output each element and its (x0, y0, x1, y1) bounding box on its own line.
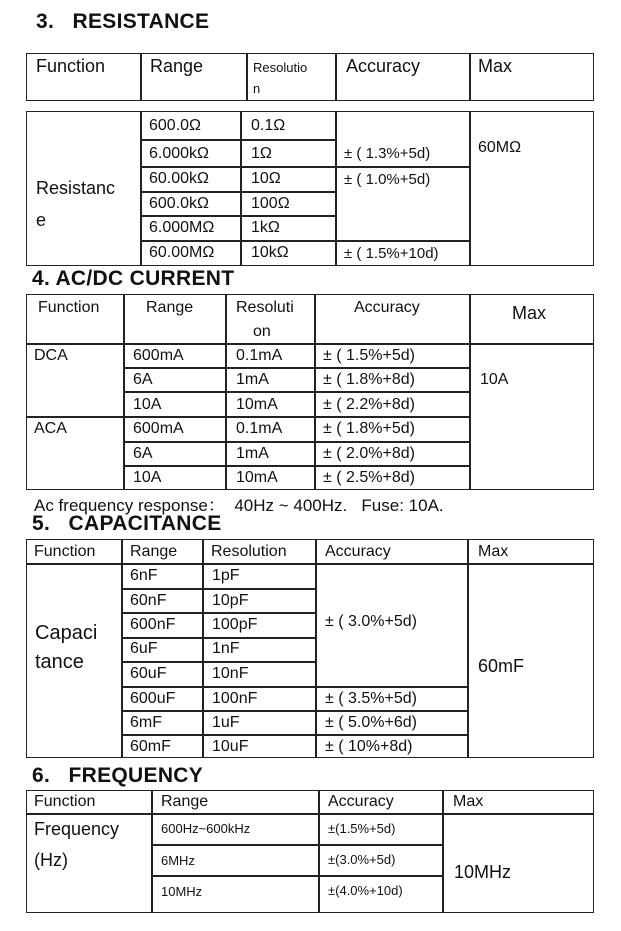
range-cell: 6MHz (161, 853, 195, 868)
accuracy-cell: ± ( 3.5%+5d) (325, 690, 417, 707)
resolution-cell: 100Ω (251, 195, 290, 212)
header-max: Max (453, 793, 484, 810)
header-range: Range (146, 299, 194, 316)
capacitance-heading: 5. CAPACITANCE (32, 512, 222, 535)
resolution-cell: 10Ω (251, 170, 281, 187)
header-function: Function (38, 299, 100, 316)
header-accuracy: Accuracy (354, 299, 420, 316)
range-cell: 10A (133, 396, 162, 413)
range-cell: 600nF (130, 616, 176, 633)
resolution-cell: 10nF (212, 665, 249, 682)
capacitance-function-cont: tance (35, 651, 84, 673)
frequency-function-cont: (Hz) (34, 850, 68, 870)
range-cell: 600mA (133, 347, 184, 364)
accuracy-cell: ± ( 1.3%+5d) (344, 145, 431, 162)
resolution-cell: 100nF (212, 690, 258, 707)
range-cell: 10A (133, 469, 162, 486)
resolution-cell: 0.1mA (236, 420, 283, 437)
accuracy-cell: ± ( 1.5%+10d) (344, 245, 439, 262)
header-accuracy: Accuracy (325, 543, 391, 560)
header-range: Range (150, 56, 204, 76)
accuracy-cell: ± ( 1.8%+8d) (323, 371, 415, 388)
resistance-heading: 3. RESISTANCE (36, 10, 210, 33)
dca-label: DCA (34, 347, 68, 364)
range-cell: 6.000kΩ (149, 145, 209, 162)
range-cell: 60uF (130, 665, 167, 682)
range-cell: 600.0Ω (149, 117, 201, 134)
resolution-cell: 1mA (236, 371, 269, 388)
frequency-response-note: Ac frequency response： 40Hz ~ 400Hz. Fuse: 10A. (34, 496, 444, 515)
header-function: Function (34, 543, 96, 560)
header-resolution: Resolution (211, 543, 287, 560)
header-function: Function (36, 56, 106, 76)
range-cell: 6.000MΩ (149, 219, 215, 236)
resolution-cell: 1pF (212, 567, 240, 584)
accuracy-cell: ± ( 1.0%+5d) (344, 171, 431, 188)
header-function: Function (34, 793, 96, 810)
resolution-cell: 0.1mA (236, 347, 283, 364)
current-heading: 4. AC/DC CURRENT (32, 267, 235, 290)
header-accuracy: Accuracy (346, 56, 421, 76)
range-cell: 6uF (130, 640, 158, 657)
resolution-cell: 1uF (212, 714, 240, 731)
range-cell: 600uF (130, 690, 176, 707)
resolution-cell: 1Ω (251, 145, 272, 162)
header-resolution-cont: n (253, 81, 261, 96)
accuracy-cell: ±(3.0%+5d) (328, 852, 396, 867)
range-cell: 6A (133, 445, 153, 462)
header-range: Range (161, 793, 209, 810)
resolution-cell: 10uF (212, 738, 249, 755)
header-accuracy: Accuracy (328, 793, 394, 810)
accuracy-cell: ± ( 2.5%+8d) (323, 469, 415, 486)
capacitance-function: Capaci (35, 622, 98, 644)
max-cell: 10MHz (454, 862, 512, 882)
max-cell: 60MΩ (478, 139, 522, 156)
resistance-function-cont: e (36, 210, 47, 230)
resolution-cell: 1kΩ (251, 219, 280, 236)
resolution-cell: 10kΩ (251, 244, 289, 261)
range-cell: 600.0kΩ (149, 195, 209, 212)
accuracy-cell: ±(1.5%+5d) (328, 821, 396, 836)
resolution-cell: 1mA (236, 445, 269, 462)
accuracy-cell: ± ( 3.0%+5d) (325, 613, 417, 630)
range-cell: 60mF (130, 738, 171, 755)
resolution-cell: 10pF (212, 592, 249, 609)
header-resolution: Resoluti (236, 299, 294, 316)
range-cell: 60.00MΩ (149, 244, 215, 261)
range-cell: 6mF (130, 714, 162, 731)
header-resolution-cont: on (253, 323, 271, 340)
accuracy-cell: ± ( 1.8%+5d) (323, 420, 415, 437)
accuracy-cell: ± ( 5.0%+6d) (325, 714, 417, 731)
header-max: Max (512, 303, 547, 323)
header-range: Range (130, 543, 178, 560)
range-cell: 600mA (133, 420, 184, 437)
header-max: Max (478, 56, 513, 76)
frequency-heading: 6. FREQUENCY (32, 764, 204, 787)
resolution-cell: 100pF (212, 616, 258, 633)
range-cell: 600Hz~600kHz (161, 821, 251, 836)
range-cell: 60nF (130, 592, 167, 609)
resistance-function: Resistanc (36, 178, 116, 198)
max-cell: 60mF (478, 656, 525, 676)
aca-label: ACA (34, 420, 67, 437)
range-cell: 10MHz (161, 884, 203, 899)
range-cell: 6A (133, 371, 153, 388)
range-cell: 60.00kΩ (149, 170, 209, 187)
max-cell: 10A (480, 371, 509, 388)
accuracy-cell: ± ( 2.0%+8d) (323, 445, 415, 462)
resolution-cell: 10mA (236, 469, 278, 486)
resolution-cell: 10mA (236, 396, 278, 413)
header-resolution: Resolutio (253, 60, 308, 75)
accuracy-cell: ±(4.0%+10d) (328, 883, 403, 898)
frequency-function: Frequency (34, 819, 120, 839)
range-cell: 6nF (130, 567, 158, 584)
header-max: Max (478, 543, 509, 560)
accuracy-cell: ± ( 1.5%+5d) (323, 347, 415, 364)
resolution-cell: 1nF (212, 640, 240, 657)
resolution-cell: 0.1Ω (251, 117, 286, 134)
accuracy-cell: ± ( 10%+8d) (325, 738, 413, 755)
accuracy-cell: ± ( 2.2%+8d) (323, 396, 415, 413)
